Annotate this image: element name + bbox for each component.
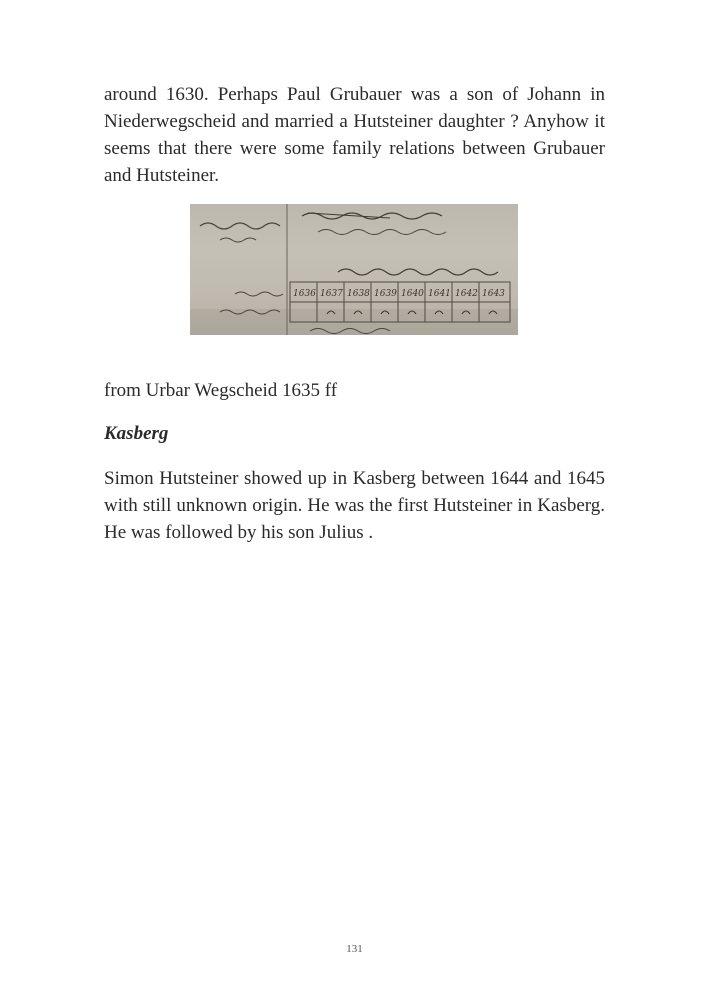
ledger-year: 1643 (482, 289, 505, 299)
ledger-year: 1637 (320, 289, 343, 299)
ledger-year: 1640 (401, 289, 424, 299)
ledger-year: 1639 (374, 289, 397, 299)
ledger-year: 1642 (455, 289, 478, 299)
page-number: 131 (346, 943, 363, 955)
section-heading: Kasberg (104, 423, 169, 444)
ledger-year: 1636 (293, 289, 316, 299)
figure-caption: from Urbar Wegscheid 1635 ff (104, 380, 338, 401)
body-paragraph: Simon Hutsteiner showed up in Kasberg between 1644 and 1645 with still unknown origin. He was the first Hutsteiner in Kasberg. He was followed by his son Julius . (104, 468, 605, 543)
ledger-year: 1638 (347, 289, 370, 299)
manuscript-ledger-image (190, 204, 518, 335)
body-paragraph: around 1630. Perhaps Paul Grubauer was a son of Johann in Niederwegscheid and married a Hutsteiner daughter ? Anyhow it seems that there were some family relations between Grubauer and Hutsteiner. (104, 84, 605, 186)
ledger-year: 1641 (428, 289, 451, 299)
